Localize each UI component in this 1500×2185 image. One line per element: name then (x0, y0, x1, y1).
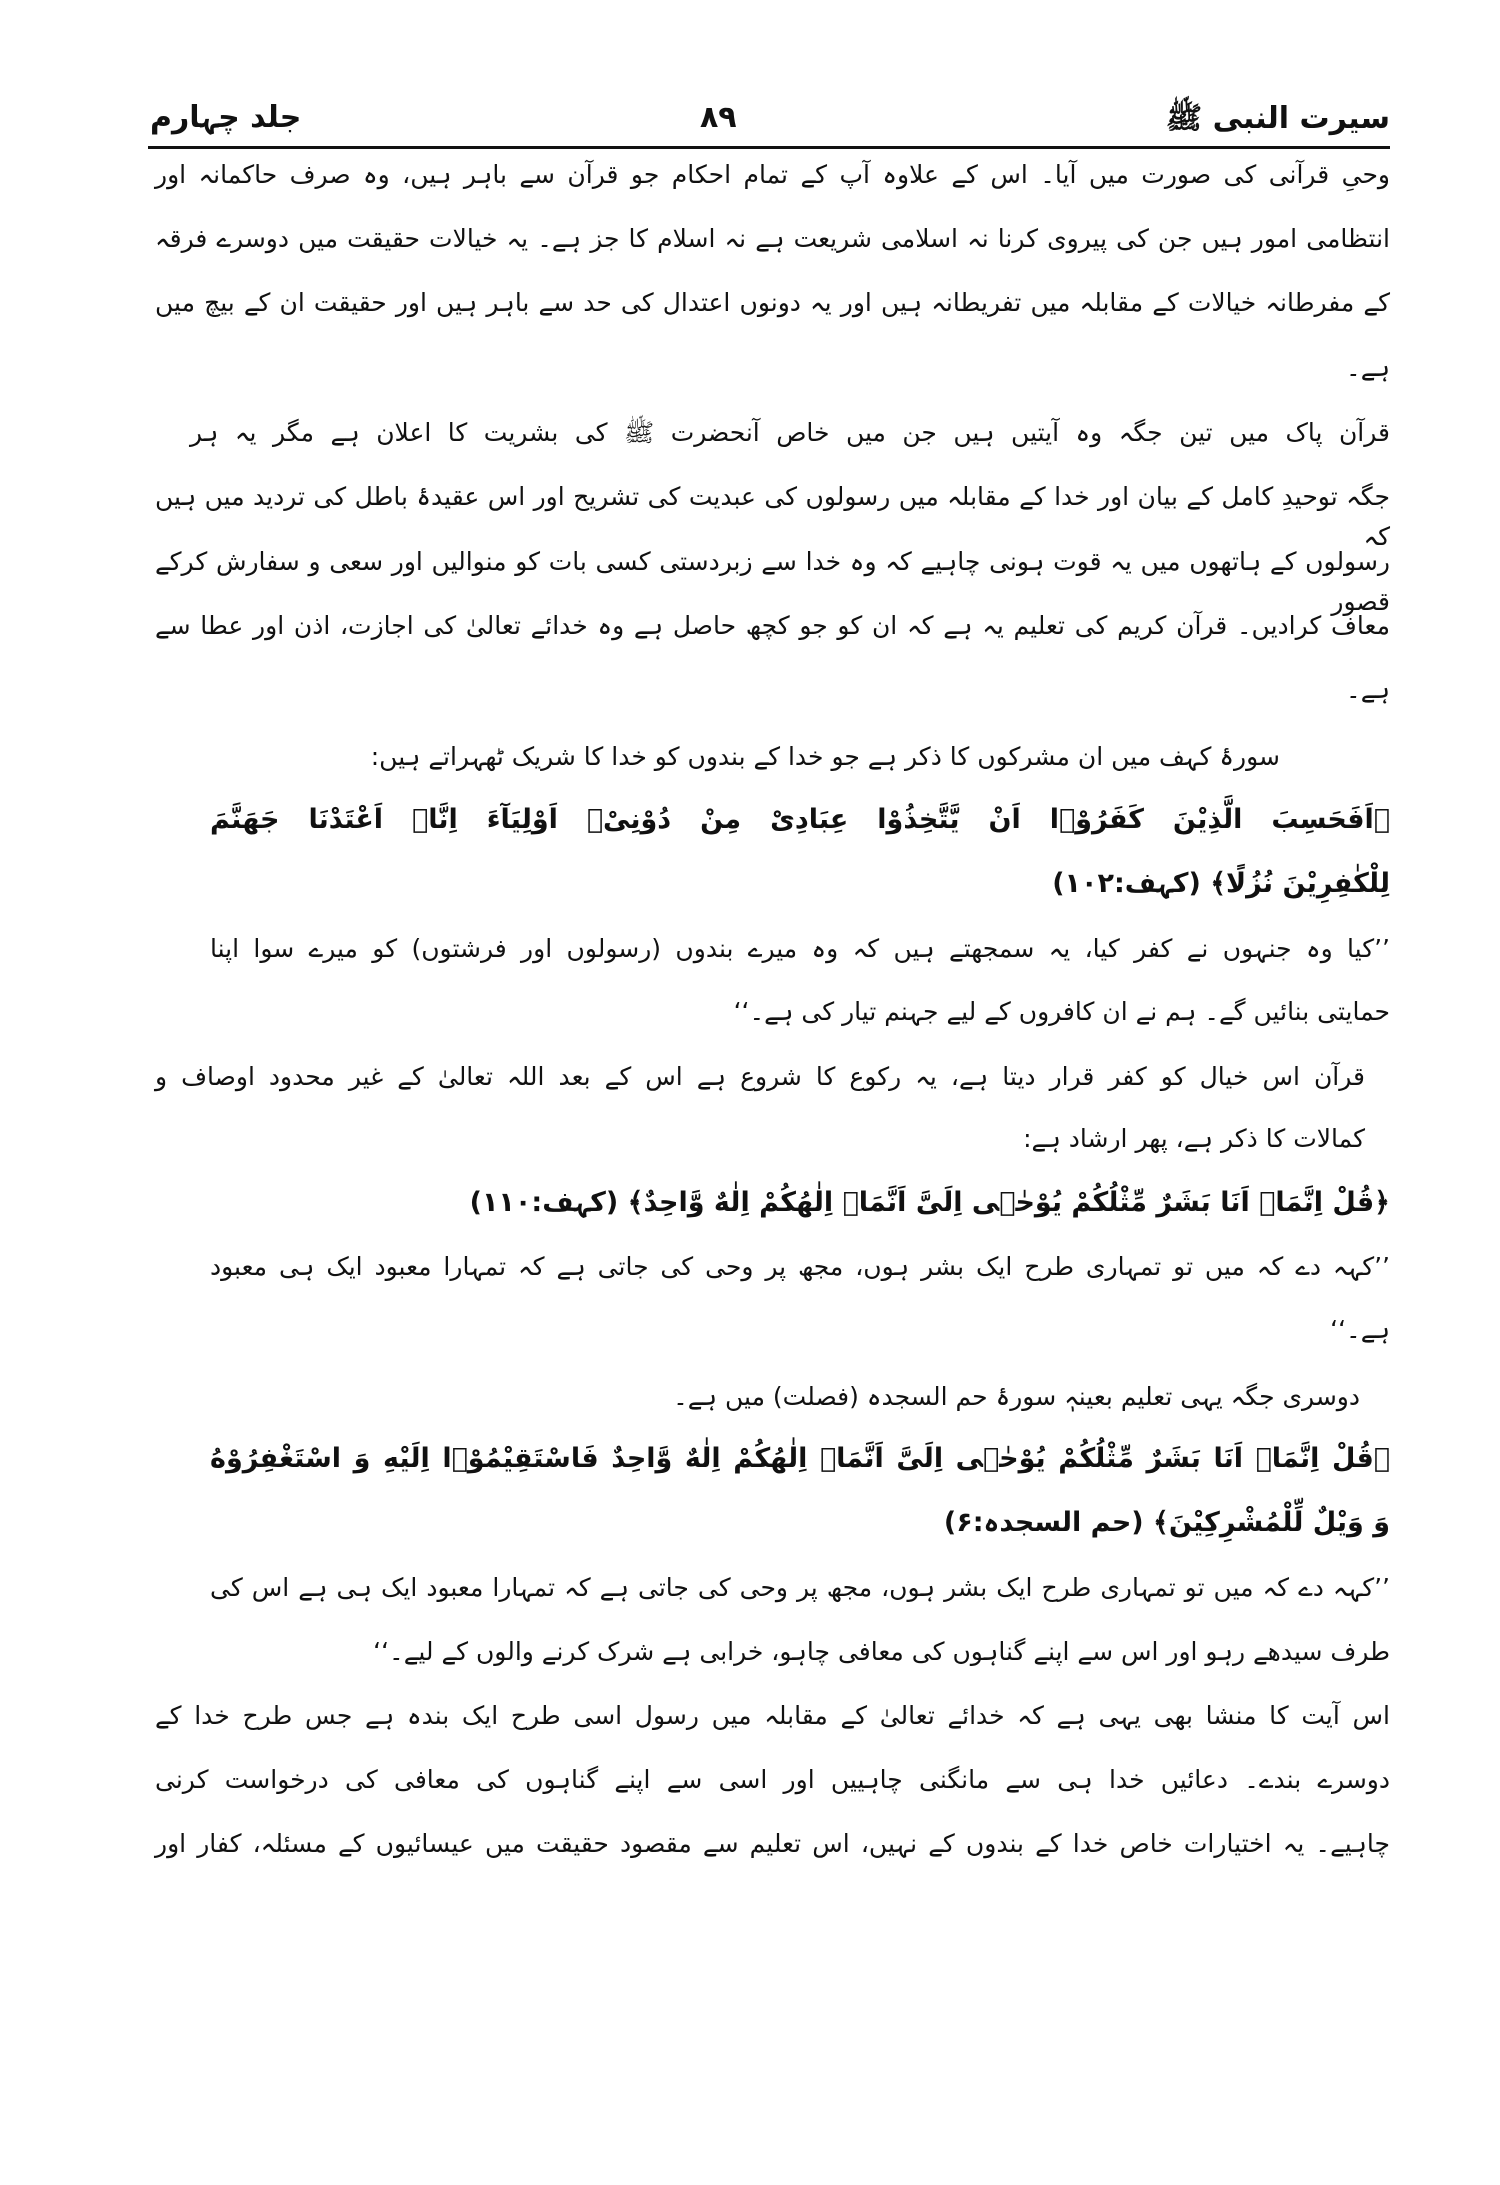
text-line: ہے۔ (1346, 353, 1390, 382)
text-line: اس آیت کا منشا بھی یہی ہے کہ خدائے تعالیٰ کے مقابلہ میں رسول اسی طرح ایک بندہ ہے جس طرح خدا کے (155, 1701, 1390, 1730)
quran-verse-line: لِلْكٰفِرِیْنَ نُزُلًا﴾ (کہف:۱۰۲) (1052, 868, 1390, 899)
text-line: کمالات کا ذکر ہے، پھر ارشاد ہے: (1023, 1124, 1365, 1153)
translation-line: ’’کیا وہ جنہوں نے کفر کیا، یہ سمجھتے ہیں کہ وہ میرے بندوں (رسولوں اور فرشتوں) کو میرے سوا اپنا (210, 934, 1390, 963)
text-line: سورۂ کہف میں ان مشرکوں کا ذکر ہے جو خدا کے بندوں کو خدا کا شریک ٹھہراتے ہیں: (370, 742, 1280, 771)
text-line: کے مفرطانہ خیالات کے مقابلہ میں تفریطانہ ہیں اور یہ دونوں اعتدال کی حد سے باہر ہیں اور حقیقت ان کے بیچ میں (155, 288, 1390, 317)
text-line: ہے۔ (1346, 675, 1390, 704)
text-line: چاہیے۔ یہ اختیارات خاص خدا کے بندوں کے نہیں، اس تعلیم سے مقصود حقیقت میں عیسائیوں کے مسئلہ، کفار اور (155, 1829, 1390, 1858)
page-number: ۸۹ (700, 100, 737, 135)
text-line: رسولوں کے ہاتھوں میں یہ قوت ہونی چاہیے کہ وہ خدا سے زبردستی کسی بات کو منوالیں اور سعی و سفارش کرکے قصور (155, 547, 1390, 616)
translation-line: ’’کہہ دے کہ میں تو تمہاری طرح ایک بشر ہوں، مجھ پر وحی کی جاتی ہے کہ تمہارا معبود ایک ہی ہے اس کی (210, 1573, 1390, 1602)
quran-verse-line: ﴿قُلْ اِنَّمَاۤ اَنَا بَشَرٌ مِّثْلُكُمْ یُوْحٰۤى اِلَیَّ اَنَّمَاۤ اِلٰهُكُمْ اِلٰهٌ وَّاحِدٌ﴾ (کہف:۱۱۰) (469, 1187, 1390, 1218)
translation-line: ’’کہہ دے کہ میں تو تمہاری طرح ایک بشر ہوں، مجھ پر وحی کی جاتی ہے کہ تمہارا معبود ایک ہی معبود (210, 1252, 1390, 1281)
translation-line: حمایتی بنائیں گے۔ ہم نے ان کافروں کے لیے جہنم تیار کی ہے۔‘‘ (733, 997, 1390, 1026)
text-line: دوسرے بندے۔ دعائیں خدا ہی سے مانگنی چاہییں اور اسی سے اپنے گناہوں کی معافی کی درخواست کرنی (155, 1765, 1391, 1794)
text-line: قرآن اس خیال کو کفر قرار دیتا ہے، یہ رکوع کا شروع ہے اس کے بعد اللہ تعالیٰ کے غیر محدود اوصاف و (155, 1062, 1365, 1091)
volume-label: جلد چہارم (150, 100, 302, 135)
text-line: انتظامی امور ہیں جن کی پیروی کرنا نہ اسلامی شریعت ہے نہ اسلام کا جز ہے۔ یہ خیالات حقیقت میں دوسرے فرقہ (155, 224, 1390, 253)
quran-verse-line: وَ وَیْلٌ لِّلْمُشْرِكِیْنَ﴾ (حم السجدہ:۶) (943, 1507, 1390, 1538)
text-line: دوسری جگہ یہی تعلیم بعینہٖ سورۂ حم السجدہ (فصلت) میں ہے۔ (673, 1382, 1360, 1411)
header-divider (148, 146, 1390, 149)
text-line: جگہ توحیدِ کامل کے بیان اور خدا کے مقابلہ میں رسولوں کی عبدیت کی تشریح اور اس عقیدۂ باطل کی تردید میں ہیں کہ (155, 482, 1390, 551)
quran-verse-line: ﴿اَفَحَسِبَ الَّذِیْنَ كَفَرُوْۤا اَنْ یَّتَّخِذُوْا عِبَادِیْ مِنْ دُوْنِیْۤ اَوْلِیَآءَ اِنَّاۤ اَعْتَدْنَا جَهَنَّمَ (210, 804, 1390, 835)
text-line: وحیِ قرآنی کی صورت میں آیا۔ اس کے علاوہ آپ کے تمام احکام جو قرآن سے باہر ہیں، وہ صرف حاکمانہ اور (155, 160, 1390, 189)
text-line: معاف کرادیں۔ قرآن کریم کی تعلیم یہ ہے کہ ان کو جو کچھ حاصل ہے وہ خدائے تعالیٰ کی اجازت، اذن اور عطا سے (155, 611, 1390, 640)
text-line: قرآن پاک میں تین جگہ وہ آیتیں ہیں جن میں خاص آنحضرت ﷺ کی بشریت کا اعلان ہے مگر یہ ہر (190, 418, 1390, 447)
translation-line: ہے۔‘‘ (1330, 1315, 1390, 1344)
translation-line: طرف سیدھے رہو اور اس سے اپنے گناہوں کی معافی چاہو، خرابی ہے شرک کرنے والوں کے لیے۔‘‘ (373, 1637, 1390, 1666)
book-title: سیرت النبی ﷺ (1165, 101, 1390, 136)
quran-verse-line: ﴿قُلْ اِنَّمَاۤ اَنَا بَشَرٌ مِّثْلُكُمْ یُوْحٰۤى اِلَیَّ اَنَّمَاۤ اِلٰهُكُمْ اِلٰهٌ وَّاحِدٌ فَاسْتَقِیْمُوْۤا اِلَیْهِ وَ اسْتَغْفِرُوْهُ (210, 1443, 1390, 1474)
